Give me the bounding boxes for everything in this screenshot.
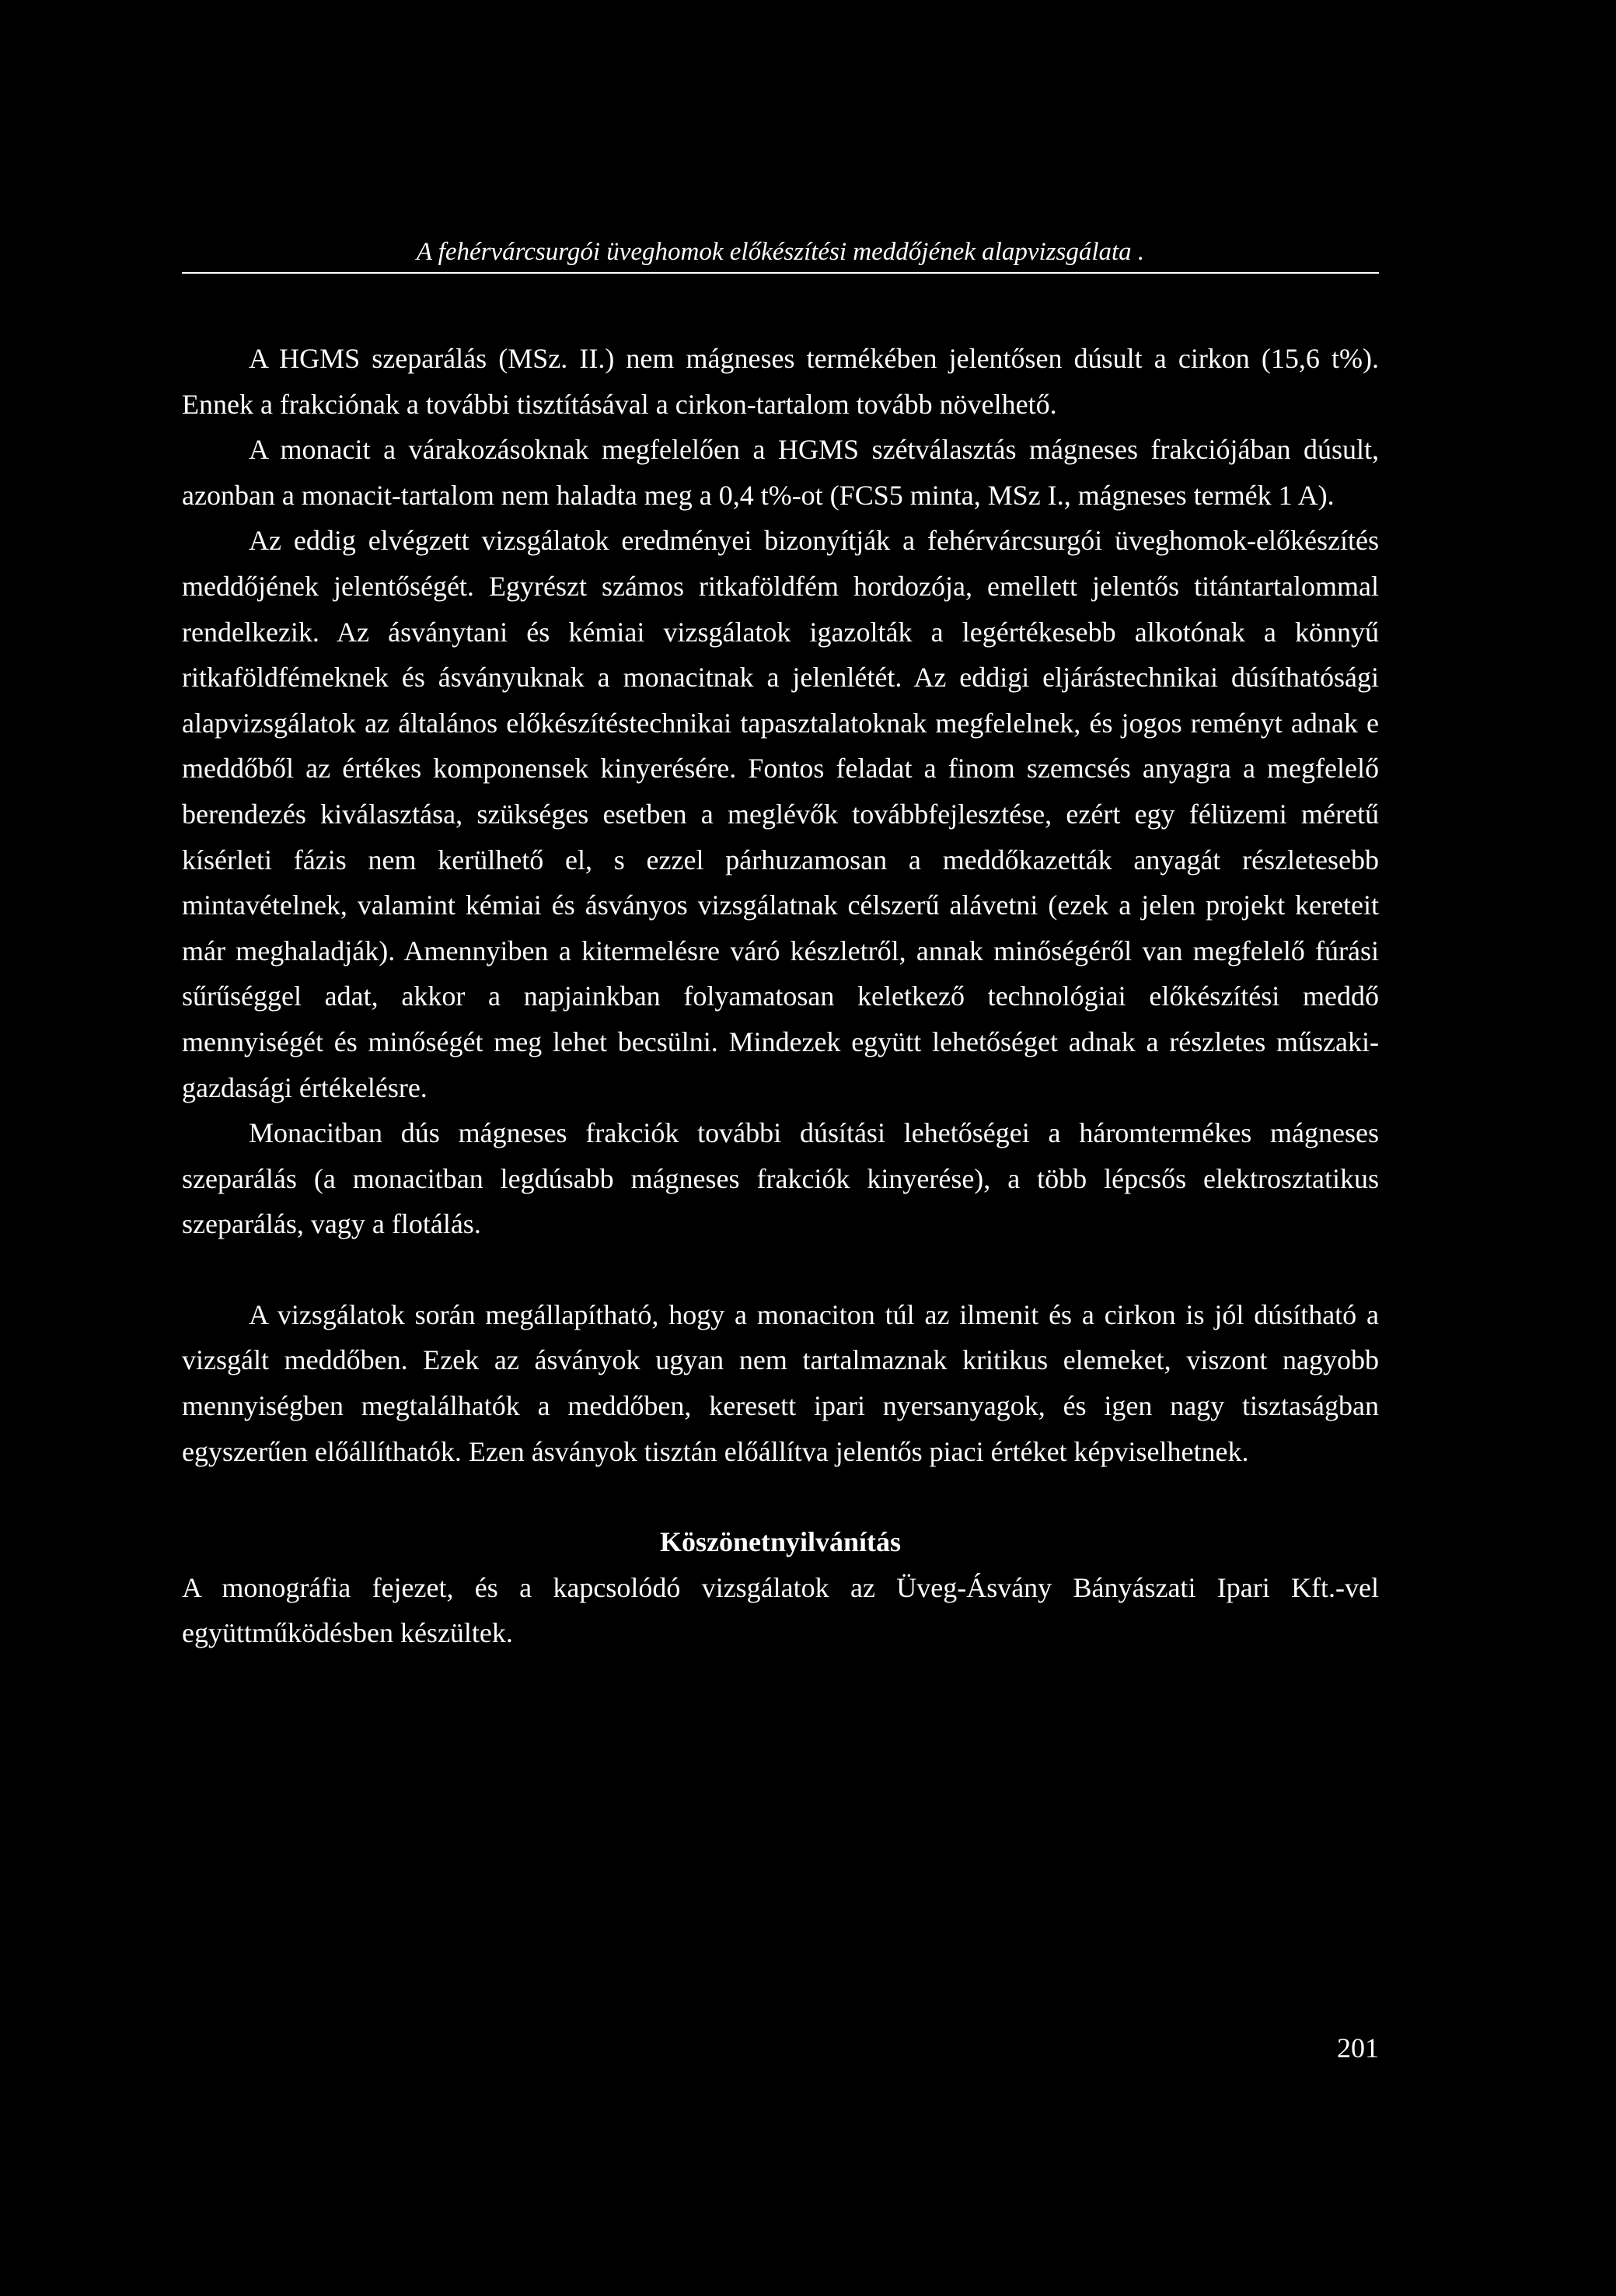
page-number: 201	[1337, 2032, 1379, 2064]
acknowledgement-heading: Köszönetnyilvánítás	[659, 1526, 902, 1558]
paragraph-hgms-zircon: A HGMS szeparálás (MSz. II.) nem mágneses termékében jelentősen dúsult a cirkon (15,6 t%). Ennek a frakciónak a további tisztításával a cirkon-tartalom tovább növelhető.	[182, 343, 1379, 420]
body-text	[182, 336, 1379, 1656]
paragraph-conclusions: Az eddig elvégzett vizsgálatok eredményei bizonyítják a fehérvárcsurgói üveghomok-előkészítés meddőjének jelentőségét. Egyrészt számos ritkaföldfém hordozója, emellett jelentős titántartalommal rendelkezik. Az ásványtani és kémiai vizsgálatok igazolták a legértékesebb alkotónak a könnyű ritkaföldfémeknek és ásványuknak a monacitnak a jelenlétét. Az eddigi eljárástechnikai dúsíthatósági alapvizsgálatok az általános előkészítéstechnikai tapasztalatoknak megfelelnek, és jogos reményt adnak e meddőből az értékes komponensek kinyerésére. Fontos feladat a finom szemcsés anyagra a megfelelő berendezés kiválasztása, szükséges esetben a meglévők továbbfejlesztése, ezért egy félüzemi méretű kísérleti fázis nem kerülhető el, s ezzel párhuzamosan a meddőkazetták anyagát részletesebb mintavételnek, valamint kémiai és ásványos vizsgálatnak célszerű alávetni (ezek a jelen projekt kereteit már meghaladják). Amennyiben a kitermelésre váró készletről, annak minőségéről van megfelelő fúrási sűrűséggel adat, akkor a napjainkban folyamatosan keletkező technológiai előkészítési meddő mennyiségét és minőségét meg lehet becsülni. Mindezek együtt lehetőséget adnak a részletes műszaki-gazdasági értékelésre.	[182, 525, 1379, 1103]
paragraph-ilmenite-zircon: A vizsgálatok során megállapítható, hogy a monaciton túl az ilmenit és a cirkon is jól dúsítható a vizsgált meddőben. Ezek az ásványok ugyan nem tartalmaznak kritikus elemeket, viszont nagyobb mennyiségben megtalálhatók a meddőben, keresett ipari nyersanyagok, és igen nagy tisztaságban egyszerűen előállíthatók. Ezen ásványok tisztán előállítva jelentős piaci értéket képviselhetnek.	[182, 1298, 1379, 1467]
paragraph-further-enrichment: Monacitban dús mágneses frakciók további dúsítási lehetőségei a háromtermékes mágneses szeparálás (a monacitban legdúsabb mágneses frakciók kinyerése), a több lépcsős elektrosztatikus szeparálás, vagy a flotálás.	[182, 1117, 1379, 1240]
running-header: A fehérvárcsurgói üveghomok előkészítési meddőjének alapvizsgálata .	[416, 238, 1145, 266]
paragraph-monazite-enrichment: A monacit a várakozásoknak megfelelően a HGMS szétválasztás mágneses frakciójában dúsult, azonban a monacit-tartalom nem haladta meg a 0,4 t%-ot (FCS5 minta, MSz I., mágneses termék 1 A).	[182, 434, 1379, 511]
acknowledgement-text: A monográfia fejezet, és a kapcsolódó vizsgálatok az Üveg-Ásvány Bányászati Ipari Kft.-vel együttműködésben készültek.	[182, 1571, 1379, 1649]
document-page	[182, 0, 1379, 2296]
header-rule	[182, 272, 1379, 274]
